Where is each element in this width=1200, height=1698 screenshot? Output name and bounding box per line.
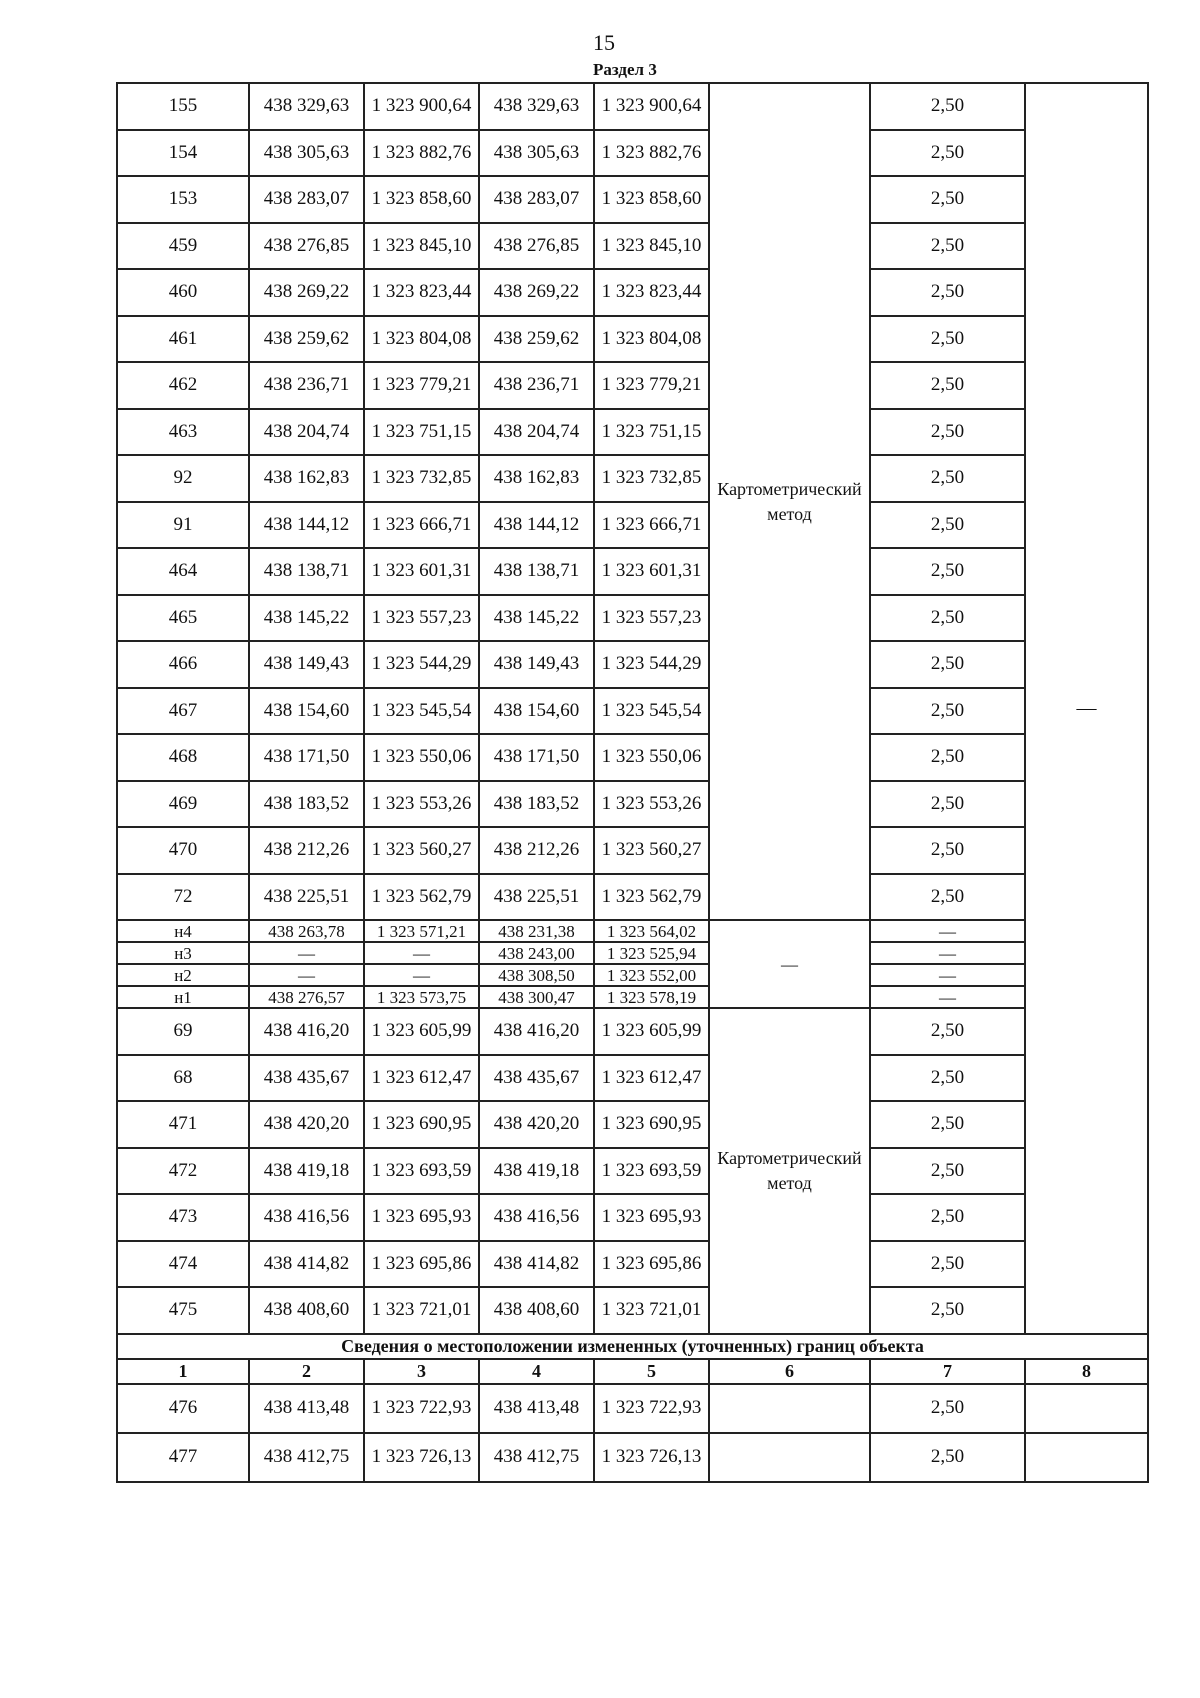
table-row	[117, 964, 1148, 986]
y-new-cell: 1 323 550,06	[594, 734, 709, 781]
x-new-cell: 438 420,20	[479, 1101, 594, 1148]
y-existing-cell: 1 323 553,26	[364, 781, 479, 828]
x-new-cell: 438 144,12	[479, 502, 594, 549]
table-row	[117, 1055, 1148, 1102]
x-new-cell: 438 212,26	[479, 827, 594, 874]
y-existing-cell: 1 323 845,10	[364, 223, 479, 270]
x-existing-cell: 438 276,85	[249, 223, 364, 270]
accuracy-cell: 2,50	[870, 362, 1025, 409]
point-number-cell: 473	[117, 1194, 249, 1241]
point-number-cell: н2	[117, 964, 249, 986]
y-new-cell: 1 323 732,85	[594, 455, 709, 502]
table-row	[117, 641, 1148, 688]
x-new-cell: 438 300,47	[479, 986, 594, 1008]
y-new-cell: 1 323 525,94	[594, 942, 709, 964]
x-existing-cell: 438 414,82	[249, 1241, 364, 1288]
y-new-cell: 1 323 823,44	[594, 269, 709, 316]
point-number-cell: н1	[117, 986, 249, 1008]
y-existing-cell: 1 323 695,86	[364, 1241, 479, 1288]
method-cell	[709, 1433, 870, 1482]
x-new-cell: 438 414,82	[479, 1241, 594, 1288]
point-number-cell: 72	[117, 874, 249, 921]
column-number-cell: 7	[870, 1359, 1025, 1384]
accuracy-cell: —	[870, 942, 1025, 964]
point-number-cell: 477	[117, 1433, 249, 1482]
x-new-cell: 438 138,71	[479, 548, 594, 595]
point-number-cell: 475	[117, 1287, 249, 1334]
point-number-cell: н4	[117, 920, 249, 942]
table-row	[117, 1384, 1148, 1433]
point-number-cell: 470	[117, 827, 249, 874]
method-cell: —	[709, 920, 870, 1008]
point-number-cell: 468	[117, 734, 249, 781]
x-new-cell: 438 231,38	[479, 920, 594, 942]
x-new-cell: 438 204,74	[479, 409, 594, 456]
y-existing-cell: 1 323 605,99	[364, 1008, 479, 1055]
x-existing-cell: 438 416,20	[249, 1008, 364, 1055]
column-number-cell: 2	[249, 1359, 364, 1384]
description-cell: —	[1025, 83, 1148, 1334]
x-existing-cell: 438 305,63	[249, 130, 364, 177]
y-new-cell: 1 323 845,10	[594, 223, 709, 270]
y-new-cell: 1 323 722,93	[594, 1384, 709, 1433]
y-existing-cell: 1 323 695,93	[364, 1194, 479, 1241]
column-number-cell: 5	[594, 1359, 709, 1384]
accuracy-cell: 2,50	[870, 1433, 1025, 1482]
accuracy-cell: 2,50	[870, 1148, 1025, 1195]
accuracy-cell: 2,50	[870, 1241, 1025, 1288]
table-row	[117, 942, 1148, 964]
point-number-cell: 462	[117, 362, 249, 409]
y-existing-cell: 1 323 612,47	[364, 1055, 479, 1102]
x-existing-cell: 438 329,63	[249, 83, 364, 130]
x-existing-cell: 438 269,22	[249, 269, 364, 316]
y-new-cell: 1 323 690,95	[594, 1101, 709, 1148]
y-existing-cell: 1 323 573,75	[364, 986, 479, 1008]
y-new-cell: 1 323 557,23	[594, 595, 709, 642]
y-new-cell: 1 323 900,64	[594, 83, 709, 130]
point-number-cell: 463	[117, 409, 249, 456]
y-new-cell: 1 323 693,59	[594, 1148, 709, 1195]
accuracy-cell: 2,50	[870, 130, 1025, 177]
point-number-cell: 69	[117, 1008, 249, 1055]
x-existing-cell: 438 154,60	[249, 688, 364, 735]
accuracy-cell: 2,50	[870, 548, 1025, 595]
accuracy-cell: 2,50	[870, 316, 1025, 363]
x-existing-cell: 438 283,07	[249, 176, 364, 223]
x-new-cell: 438 308,50	[479, 964, 594, 986]
y-new-cell: 1 323 726,13	[594, 1433, 709, 1482]
y-existing-cell: 1 323 562,79	[364, 874, 479, 921]
x-new-cell: 438 413,48	[479, 1384, 594, 1433]
x-new-cell: 438 435,67	[479, 1055, 594, 1102]
x-existing-cell: 438 236,71	[249, 362, 364, 409]
y-new-cell: 1 323 804,08	[594, 316, 709, 363]
point-number-cell: 474	[117, 1241, 249, 1288]
point-number-cell: н3	[117, 942, 249, 964]
y-new-cell: 1 323 545,54	[594, 688, 709, 735]
y-new-cell: 1 323 882,76	[594, 130, 709, 177]
y-existing-cell: 1 323 690,95	[364, 1101, 479, 1148]
x-existing-cell: 438 225,51	[249, 874, 364, 921]
point-number-cell: 460	[117, 269, 249, 316]
point-number-cell: 68	[117, 1055, 249, 1102]
x-new-cell: 438 145,22	[479, 595, 594, 642]
y-existing-cell: 1 323 823,44	[364, 269, 479, 316]
point-number-cell: 459	[117, 223, 249, 270]
y-existing-cell: —	[364, 964, 479, 986]
x-new-cell: 438 171,50	[479, 734, 594, 781]
subsection-title: Сведения о местоположении измененных (уточненных) границ объекта	[117, 1334, 1148, 1359]
point-number-cell: 466	[117, 641, 249, 688]
x-new-cell: 438 183,52	[479, 781, 594, 828]
point-number-cell: 465	[117, 595, 249, 642]
x-new-cell: 438 236,71	[479, 362, 594, 409]
method-cell: Картометрический метод	[709, 83, 870, 920]
y-existing-cell: 1 323 804,08	[364, 316, 479, 363]
x-existing-cell: 438 420,20	[249, 1101, 364, 1148]
y-new-cell: 1 323 578,19	[594, 986, 709, 1008]
x-existing-cell: 438 416,56	[249, 1194, 364, 1241]
table-row	[117, 595, 1148, 642]
description-cell	[1025, 1433, 1148, 1482]
x-existing-cell: 438 183,52	[249, 781, 364, 828]
x-new-cell: 438 243,00	[479, 942, 594, 964]
accuracy-cell: 2,50	[870, 176, 1025, 223]
accuracy-cell: 2,50	[870, 455, 1025, 502]
x-existing-cell: —	[249, 942, 364, 964]
x-existing-cell: 438 138,71	[249, 548, 364, 595]
x-new-cell: 438 149,43	[479, 641, 594, 688]
table-row	[117, 1101, 1148, 1148]
coordinates-table	[116, 82, 1149, 1483]
y-existing-cell: —	[364, 942, 479, 964]
x-new-cell: 438 225,51	[479, 874, 594, 921]
table-row	[117, 502, 1148, 549]
y-new-cell: 1 323 721,01	[594, 1287, 709, 1334]
y-existing-cell: 1 323 550,06	[364, 734, 479, 781]
accuracy-cell: 2,50	[870, 1008, 1025, 1055]
point-number-cell: 472	[117, 1148, 249, 1195]
x-new-cell: 438 412,75	[479, 1433, 594, 1482]
y-existing-cell: 1 323 601,31	[364, 548, 479, 595]
y-existing-cell: 1 323 571,21	[364, 920, 479, 942]
x-existing-cell: 438 145,22	[249, 595, 364, 642]
accuracy-cell: 2,50	[870, 827, 1025, 874]
table-row	[117, 781, 1148, 828]
table-row	[117, 83, 1148, 130]
y-existing-cell: 1 323 732,85	[364, 455, 479, 502]
accuracy-cell: 2,50	[870, 734, 1025, 781]
y-existing-cell: 1 323 751,15	[364, 409, 479, 456]
point-number-cell: 155	[117, 83, 249, 130]
table-row	[117, 316, 1148, 363]
point-number-cell: 476	[117, 1384, 249, 1433]
y-new-cell: 1 323 779,21	[594, 362, 709, 409]
accuracy-cell: 2,50	[870, 83, 1025, 130]
table-row	[117, 1241, 1148, 1288]
table-row	[117, 409, 1148, 456]
accuracy-cell: 2,50	[870, 641, 1025, 688]
table-row	[117, 688, 1148, 735]
x-existing-cell: 438 259,62	[249, 316, 364, 363]
x-new-cell: 438 162,83	[479, 455, 594, 502]
accuracy-cell: 2,50	[870, 1194, 1025, 1241]
method-cell	[709, 1384, 870, 1433]
y-new-cell: 1 323 553,26	[594, 781, 709, 828]
x-existing-cell: 438 263,78	[249, 920, 364, 942]
accuracy-cell: 2,50	[870, 1101, 1025, 1148]
point-number-cell: 153	[117, 176, 249, 223]
y-existing-cell: 1 323 900,64	[364, 83, 479, 130]
point-number-cell: 92	[117, 455, 249, 502]
y-new-cell: 1 323 612,47	[594, 1055, 709, 1102]
y-existing-cell: 1 323 882,76	[364, 130, 479, 177]
coordinates-table-body	[117, 83, 1148, 1482]
table-row	[117, 362, 1148, 409]
y-new-cell: 1 323 562,79	[594, 874, 709, 921]
x-existing-cell: 438 149,43	[249, 641, 364, 688]
x-existing-cell: 438 408,60	[249, 1287, 364, 1334]
y-new-cell: 1 323 560,27	[594, 827, 709, 874]
y-existing-cell: 1 323 560,27	[364, 827, 479, 874]
x-new-cell: 438 416,56	[479, 1194, 594, 1241]
x-existing-cell: 438 144,12	[249, 502, 364, 549]
table-row	[117, 986, 1148, 1008]
y-new-cell: 1 323 695,86	[594, 1241, 709, 1288]
accuracy-cell: 2,50	[870, 1384, 1025, 1433]
accuracy-cell: 2,50	[870, 223, 1025, 270]
method-cell: Картометрический метод	[709, 1008, 870, 1334]
table-row	[117, 455, 1148, 502]
section-title-text: Раздел 3	[593, 60, 657, 79]
subsection-header-row	[117, 1334, 1148, 1359]
table-row	[117, 1008, 1148, 1055]
x-new-cell: 438 283,07	[479, 176, 594, 223]
y-existing-cell: 1 323 545,54	[364, 688, 479, 735]
column-number-cell: 8	[1025, 1359, 1148, 1384]
y-new-cell: 1 323 666,71	[594, 502, 709, 549]
y-existing-cell: 1 323 779,21	[364, 362, 479, 409]
accuracy-cell: —	[870, 920, 1025, 942]
accuracy-cell: —	[870, 986, 1025, 1008]
x-existing-cell: 438 212,26	[249, 827, 364, 874]
x-new-cell: 438 259,62	[479, 316, 594, 363]
table-row	[117, 1148, 1148, 1195]
y-existing-cell: 1 323 544,29	[364, 641, 479, 688]
accuracy-cell: 2,50	[870, 1055, 1025, 1102]
y-existing-cell: 1 323 721,01	[364, 1287, 479, 1334]
table-row	[117, 1194, 1148, 1241]
x-new-cell: 438 408,60	[479, 1287, 594, 1334]
table-row	[117, 176, 1148, 223]
column-number-cell: 1	[117, 1359, 249, 1384]
x-existing-cell: 438 276,57	[249, 986, 364, 1008]
point-number-cell: 467	[117, 688, 249, 735]
y-new-cell: 1 323 552,00	[594, 964, 709, 986]
x-existing-cell: —	[249, 964, 364, 986]
table-row	[117, 734, 1148, 781]
y-existing-cell: 1 323 693,59	[364, 1148, 479, 1195]
y-new-cell: 1 323 751,15	[594, 409, 709, 456]
accuracy-cell: 2,50	[870, 269, 1025, 316]
point-number-cell: 471	[117, 1101, 249, 1148]
accuracy-cell: 2,50	[870, 874, 1025, 921]
table-row	[117, 874, 1148, 921]
x-new-cell: 438 269,22	[479, 269, 594, 316]
y-existing-cell: 1 323 726,13	[364, 1433, 479, 1482]
point-number-cell: 464	[117, 548, 249, 595]
point-number-cell: 469	[117, 781, 249, 828]
y-new-cell: 1 323 695,93	[594, 1194, 709, 1241]
x-existing-cell: 438 171,50	[249, 734, 364, 781]
column-number-cell: 4	[479, 1359, 594, 1384]
y-new-cell: 1 323 564,02	[594, 920, 709, 942]
description-cell	[1025, 1384, 1148, 1433]
x-new-cell: 438 154,60	[479, 688, 594, 735]
table-row	[117, 223, 1148, 270]
point-number-cell: 91	[117, 502, 249, 549]
x-existing-cell: 438 204,74	[249, 409, 364, 456]
y-existing-cell: 1 323 858,60	[364, 176, 479, 223]
y-new-cell: 1 323 605,99	[594, 1008, 709, 1055]
x-existing-cell: 438 162,83	[249, 455, 364, 502]
x-new-cell: 438 305,63	[479, 130, 594, 177]
x-existing-cell: 438 435,67	[249, 1055, 364, 1102]
table-row	[117, 548, 1148, 595]
y-existing-cell: 1 323 722,93	[364, 1384, 479, 1433]
page-number-text: 15	[593, 30, 615, 55]
y-new-cell: 1 323 544,29	[594, 641, 709, 688]
column-number-row	[117, 1359, 1148, 1384]
point-number-cell: 461	[117, 316, 249, 363]
table-row	[117, 827, 1148, 874]
table-row	[117, 920, 1148, 942]
accuracy-cell: 2,50	[870, 502, 1025, 549]
accuracy-cell: —	[870, 964, 1025, 986]
table-row	[117, 1433, 1148, 1482]
y-existing-cell: 1 323 666,71	[364, 502, 479, 549]
x-new-cell: 438 329,63	[479, 83, 594, 130]
accuracy-cell: 2,50	[870, 781, 1025, 828]
x-new-cell: 438 416,20	[479, 1008, 594, 1055]
accuracy-cell: 2,50	[870, 595, 1025, 642]
table-row	[117, 269, 1148, 316]
x-existing-cell: 438 419,18	[249, 1148, 364, 1195]
accuracy-cell: 2,50	[870, 1287, 1025, 1334]
x-existing-cell: 438 412,75	[249, 1433, 364, 1482]
y-new-cell: 1 323 858,60	[594, 176, 709, 223]
x-new-cell: 438 276,85	[479, 223, 594, 270]
x-new-cell: 438 419,18	[479, 1148, 594, 1195]
accuracy-cell: 2,50	[870, 688, 1025, 735]
column-number-cell: 3	[364, 1359, 479, 1384]
point-number-cell: 154	[117, 130, 249, 177]
y-existing-cell: 1 323 557,23	[364, 595, 479, 642]
y-new-cell: 1 323 601,31	[594, 548, 709, 595]
accuracy-cell: 2,50	[870, 409, 1025, 456]
table-row	[117, 1287, 1148, 1334]
table-row	[117, 130, 1148, 177]
column-number-cell: 6	[709, 1359, 870, 1384]
x-existing-cell: 438 413,48	[249, 1384, 364, 1433]
